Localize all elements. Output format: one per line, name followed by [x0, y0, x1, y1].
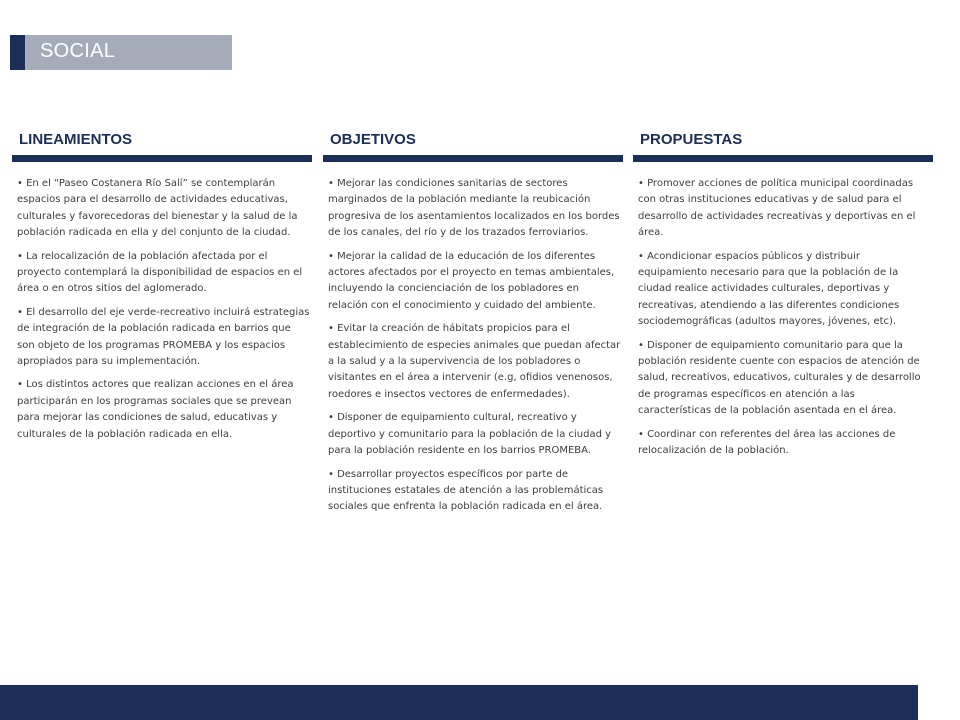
- column-rule: [323, 155, 623, 162]
- bullet-item: • La relocalización de la población afectada por el proyecto contemplará la disponibilidad de espacios en el área o en otros sitios del aglomerado.: [17, 250, 303, 295]
- column-rule: [633, 155, 933, 162]
- column-objetivos: [323, 130, 623, 523]
- bullet-item: • El desarrollo del eje verde-recreativo incluirá estrategias de integración de la población radicada en barrios que son objeto de los programas PROMEBA y los espacios apropiados para su implementación.: [17, 306, 310, 368]
- bullet-list: [323, 176, 623, 516]
- column-heading: PROPUESTAS: [640, 131, 743, 148]
- section-title: SOCIAL: [40, 40, 116, 62]
- column-heading: OBJETIVOS: [330, 131, 416, 148]
- column-lineamientos: [12, 130, 312, 450]
- section-title-bar: [10, 35, 232, 70]
- bullet-item: • Coordinar con referentes del área las acciones de relocalización de la población.: [638, 428, 896, 457]
- footer-bar: [0, 685, 918, 720]
- bullet-list: [633, 176, 933, 460]
- column-propuestas: [633, 130, 933, 467]
- bullet-item: • Desarrollar proyectos específicos por parte de instituciones estatales de atención a las problemáticas sociales que enfrenta la población radicada en el área.: [328, 468, 604, 513]
- column-rule: [12, 155, 312, 162]
- bullet-item: • Mejorar la calidad de la educación de los diferentes actores afectados por el proyecto en temas ambientales, incluyendo la concienciación de los pobladores en relación con el conocimiento y cuidado del ambiente.: [328, 250, 615, 311]
- bullet-item: • En el “Paseo Costanera Río Salí” se contemplarán espacios para el desarrollo de actividades educativas, culturales y favorecedoras del bienestar y la salud de la población radicada en ella y del conjunto de la ciudad.: [17, 178, 298, 239]
- bullet-item: • Evitar la creación de hábitats propicios para el establecimiento de especies animales que puedan afectar a la salud y a la supervivencia de los pobladores o visitantes en el área a intervenir (e.g, ofidios venenosos, roedores e insectos vectores de enfermedades).: [328, 323, 621, 400]
- bullet-item: • Los distintos actores que realizan acciones en el área participarán en los programas sociales que se prevean para mejorar las condiciones de salud, educativas y culturales de la población radicada en ella.: [17, 379, 294, 440]
- bullet-item: • Disponer de equipamiento comunitario para que la población residente cuente con espacios de atención de salud, recreativos, educativos, culturales y de desarrollo de programas específicos en atención a las características de la población asentada en el área.: [638, 339, 921, 417]
- bullet-item: • Mejorar las condiciones sanitarias de sectores marginados de la población mediante la reubicación progresiva de los asentamientos localizados en los bordes de los canales, del río y de los trazados ferroviarios.: [328, 178, 620, 239]
- bullet-item: • Acondicionar espacios públicos y distribuir equipamiento necesario para que la población de la ciudad realice actividades culturales, deportivas y recreativas, atendiendo a las diferentes condiciones sociodemográficas (adultos mayores, jóvenes, etc).: [638, 250, 900, 328]
- bullet-item: • Disponer de equipamiento cultural, recreativo y deportivo y comunitario para la población de la ciudad y para la población residente en los barrios PROMEBA.: [328, 412, 612, 457]
- title-accent-block: [10, 35, 25, 70]
- bullet-item: • Promover acciones de política municipal coordinadas con otras instituciones educativas y de salud para el desarrollo de actividades recreativas y deportivas en el área.: [638, 178, 916, 239]
- column-heading: LINEAMIENTOS: [19, 131, 133, 148]
- bullet-list: [12, 176, 312, 443]
